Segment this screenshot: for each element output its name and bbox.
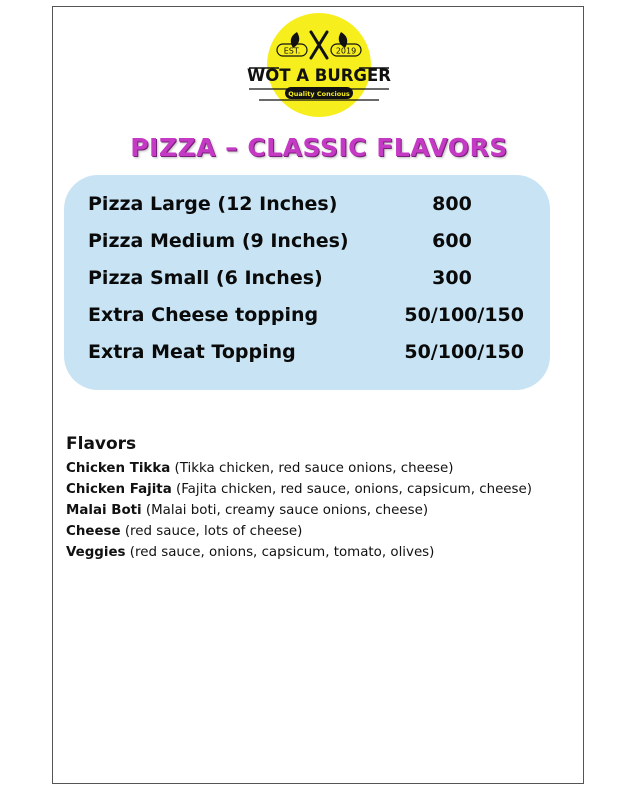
flavors-heading: Flavors [66, 434, 137, 454]
flavor-item [66, 458, 606, 479]
page-title: PIZZA – CLASSIC FLAVORS [130, 133, 508, 162]
flavor-name: Cheese [66, 524, 121, 539]
flavor-desc: (Tikka chicken, red sauce onions, cheese) [170, 461, 454, 476]
flavor-item [66, 521, 606, 542]
price-row [88, 267, 540, 297]
flavor-name: Veggies [66, 545, 126, 560]
logo-year: 2019 [335, 46, 357, 56]
logo-brand-name: WOT A BURGER [247, 66, 391, 85]
menu-page [52, 6, 584, 784]
flavors-section [66, 434, 606, 563]
flavor-item [66, 542, 606, 563]
logo-est: EST. [283, 46, 301, 56]
item-name: Extra Meat Topping [88, 341, 296, 363]
price-row [88, 230, 540, 260]
brand-logo [239, 10, 399, 120]
flavor-item [66, 479, 606, 500]
brand-logo-graphic [239, 10, 399, 120]
item-price: 300 [432, 267, 472, 289]
flavor-name: Chicken Fajita [66, 482, 172, 497]
flavor-desc: (red sauce, lots of cheese) [120, 524, 303, 539]
flavor-desc: (Fajita chicken, red sauce, onions, capsicum, cheese) [171, 482, 532, 497]
item-price: 800 [432, 193, 472, 215]
item-name: Extra Cheese topping [88, 304, 319, 326]
price-row [88, 304, 540, 334]
item-price: 50/100/150 [404, 341, 524, 363]
item-name: Pizza Small (6 Inches) [88, 267, 323, 289]
flavor-desc: (Malai boti, creamy sauce onions, cheese) [141, 503, 429, 518]
price-row [88, 341, 540, 371]
flavor-item [66, 500, 606, 521]
item-name: Pizza Medium (9 Inches) [88, 230, 349, 252]
flavor-desc: (red sauce, onions, capsicum, tomato, olives) [125, 545, 435, 560]
logo-tagline: Quality Concious [288, 90, 350, 98]
item-price: 50/100/150 [404, 304, 524, 326]
price-row [88, 193, 540, 223]
price-list [64, 175, 550, 390]
item-name: Pizza Large (12 Inches) [88, 193, 338, 215]
flavor-name: Chicken Tikka [66, 461, 171, 476]
item-price: 600 [432, 230, 472, 252]
flavor-name: Malai Boti [66, 503, 142, 518]
